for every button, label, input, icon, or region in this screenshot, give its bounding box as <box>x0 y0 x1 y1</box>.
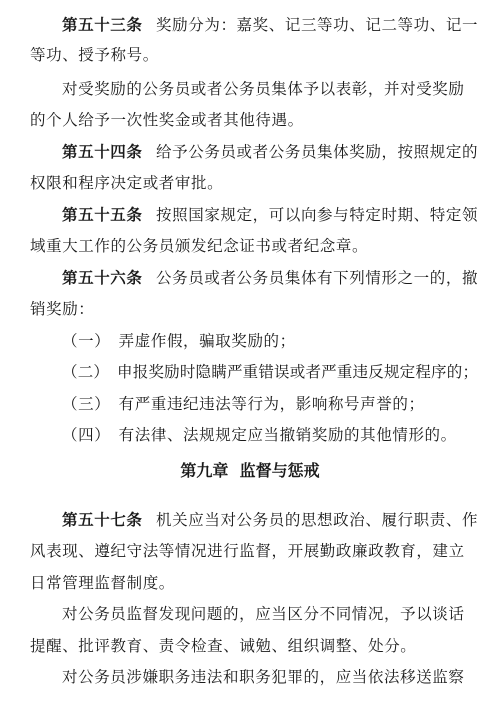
article-57-line-1 <box>62 510 478 530</box>
list-item: （四） 有法律、法规规定应当撤销奖励的其他情形的。 <box>62 426 457 444</box>
article-57-label: 第五十七条 <box>62 510 143 529</box>
list-item: （二） 申报奖励时隐瞒严重错误或者严重违反规定程序的； <box>62 363 479 381</box>
article-54-label: 第五十四条 <box>62 142 143 161</box>
article-53-line-2: 等功、授予称号。 <box>30 46 159 64</box>
article-53-para-2-line-1: 对受奖励的公务员或者公务员集体予以表彰，并对受奖励 <box>62 80 465 98</box>
article-53-text: 奖励分为：嘉奖、记三等功、记二等功、记一 <box>156 16 479 34</box>
article-57-text: 机关应当对公务员的思想政治、履行职责、作 <box>156 511 479 529</box>
article-53-line-1 <box>62 15 478 35</box>
article-57-para-2-line-1: 对公务员监督发现问题的，应当区分不同情况，予以谈话 <box>62 605 465 623</box>
list-item: （三） 有严重违纪违法等行为，影响称号声誉的； <box>62 395 425 413</box>
article-55-line-2: 域重大工作的公务员颁发纪念证书或者纪念章。 <box>30 237 369 255</box>
article-54-text: 给予公务员或者公务员集体奖励，按照规定的 <box>156 143 479 161</box>
list-item: （一） 弄虚作假，骗取奖励的； <box>62 332 296 350</box>
article-55-label: 第五十五条 <box>62 205 143 224</box>
article-57-para-2-line-2: 提醒、批评教育、责令检查、诫勉、组织调整、处分。 <box>30 637 417 655</box>
article-56-line-2: 销奖励： <box>30 300 95 318</box>
article-54-line-2: 权限和程序决定或者审批。 <box>30 174 224 192</box>
article-55-text: 按照国家规定，可以向参与特定时期、特定领 <box>156 206 479 224</box>
article-56-label: 第五十六条 <box>62 268 143 287</box>
article-56-line-1 <box>62 268 478 288</box>
article-53-para-2-line-2: 的个人给予一次性奖金或者其他待遇。 <box>30 111 304 129</box>
chapter-heading: 第九章 监督与惩戒 <box>180 461 320 480</box>
article-56-text: 公务员或者公务员集体有下列情形之一的，撤 <box>156 269 479 287</box>
article-53-label: 第五十三条 <box>62 15 143 34</box>
article-54-line-1 <box>62 142 478 162</box>
article-57-line-3: 日常管理监督制度。 <box>30 574 175 592</box>
article-57-para-3-line-1: 对公务员涉嫌职务违法和职务犯罪的，应当依法移送监察 <box>62 668 465 686</box>
article-55-line-1 <box>62 205 478 225</box>
article-57-line-2: 风表现、遵纪守法等情况进行监督，开展勤政廉政教育，建立 <box>30 542 465 560</box>
